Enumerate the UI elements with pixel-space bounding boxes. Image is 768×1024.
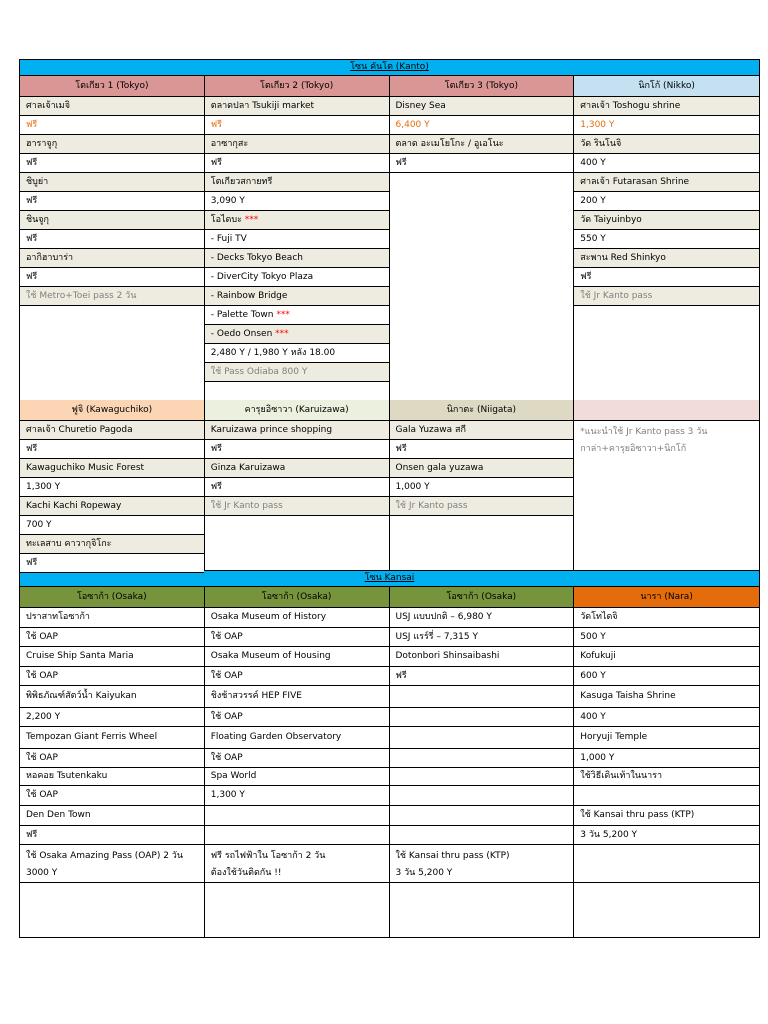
cell-text: ใช้ Pass Odiaba 800 Y (210, 367, 308, 377)
table-cell (205, 727, 389, 749)
table-cell (20, 421, 204, 440)
cell-text: ใช้ OAP (210, 632, 243, 642)
kanto-zone-title: โซน คันโต (Kanto) (19, 59, 760, 76)
cell-text: ฟรี (26, 158, 38, 168)
table-cell (20, 628, 204, 647)
table-cell (20, 686, 204, 708)
cell-text: 600 Y (580, 671, 606, 681)
column-header: โอซาก้า (Osaka) (390, 587, 574, 608)
cell-text: ใช้วิธีเดินเท้าในนารา (580, 771, 663, 781)
cell-text: ฟรี (210, 482, 222, 492)
travel-sheet (19, 59, 760, 938)
cell-text: Karuizawa prince shopping (210, 425, 333, 435)
cell-text: ฟรี (580, 272, 592, 282)
table-cell (20, 154, 204, 173)
table-cell (205, 211, 389, 230)
star-marker: *** (275, 329, 289, 339)
table-cell (205, 608, 389, 628)
cell-text: วัดโทไดจิ (580, 612, 618, 622)
column-header: โตเกียว 1 (Tokyo) (20, 76, 204, 97)
cell-text: หอคอย Tsutenkaku (26, 771, 108, 781)
table-cell (390, 608, 574, 628)
cell-text: Tempozan Giant Ferris Wheel (26, 732, 158, 742)
cell-text: ฟรี (26, 234, 38, 244)
cell-text: Kasuga Taisha Shrine (580, 691, 676, 701)
column-header: ฟูจิ (Kawaguchiko) (20, 400, 204, 421)
cell-text: USJ แบบปกติ – 6,980 Y (395, 612, 492, 622)
table-cell (205, 268, 389, 287)
footer-note (390, 845, 574, 883)
cell-text: 200 Y (580, 196, 606, 206)
cell-text: ใช้ OAP (210, 671, 243, 681)
cell-text: ใช้ Jr Kanto pass (395, 501, 468, 511)
cell-text: วัด Taiyuinbyo (580, 215, 642, 225)
column-header: คารุยอิซาวา (Karuizawa) (205, 400, 389, 421)
table-cell (205, 363, 389, 382)
cell-text: Kofukuji (580, 651, 616, 661)
table-cell (205, 306, 389, 325)
empty-row (574, 883, 759, 938)
table-cell (574, 249, 759, 268)
cell-text: Kawaguchiko Music Forest (26, 463, 145, 473)
table-cell (390, 708, 574, 727)
table-cell (390, 116, 574, 135)
footer-note (574, 845, 759, 883)
cell-text: อาซากุสะ (210, 139, 249, 149)
table-cell (390, 647, 574, 667)
cell-text: ใช้ OAP (26, 790, 58, 800)
table-cell (205, 287, 389, 306)
cell-text: 2,200 Y (26, 712, 61, 722)
cell-text: สะพาน Red Shinkyo (580, 253, 666, 263)
table-cell (205, 440, 389, 459)
footer-note (205, 845, 389, 883)
table-cell (574, 192, 759, 211)
table-cell (390, 459, 574, 478)
cell-text: โอไดบะ (210, 215, 242, 225)
table-cell (574, 786, 759, 806)
table-cell (390, 421, 574, 440)
table-cell (390, 154, 574, 173)
cell-text: ฟรี (395, 158, 407, 168)
table-cell (390, 686, 574, 708)
table-cell (205, 230, 389, 249)
table-cell (20, 667, 204, 686)
cell-text: 400 Y (580, 158, 606, 168)
cell-text: 1,300 Y (580, 120, 615, 130)
table-cell (205, 478, 389, 497)
table-cell (205, 686, 389, 708)
table-cell (390, 667, 574, 686)
table-cell (20, 497, 204, 516)
kanto-column (205, 76, 390, 400)
cell-text: USJ แรร์รี่ – 7,315 Y (395, 632, 478, 642)
table-cell (20, 749, 204, 768)
table-cell (205, 192, 389, 211)
cell-text: - Oedo Onsen (210, 329, 273, 339)
table-cell (205, 421, 389, 440)
cell-text: ทะเลสาบ คาวากุจิโกะ (26, 539, 112, 549)
cell-text: ฟรี (26, 444, 38, 454)
table-cell (574, 97, 759, 116)
cell-text: พิพิธภัณฑ์สัตว์น้ำ Kaiyukan (26, 691, 137, 701)
table-cell (20, 249, 204, 268)
note-line: กาล่า+คารุยอิซาวา+นิกโก้ (580, 444, 687, 454)
table-cell (205, 135, 389, 154)
table-cell (205, 708, 389, 727)
table-cell (574, 135, 759, 154)
table-cell (574, 608, 759, 628)
table-cell (390, 768, 574, 786)
cell-text: Dotonbori Shinsaibashi (395, 651, 500, 661)
cell-text: ชิงช้าสวรรค์ HEP FIVE (210, 691, 302, 701)
cell-text: ปราสาทโอซาก้า (26, 612, 90, 622)
cell-text: 1,000 Y (395, 482, 430, 492)
column-header: โอซาก้า (Osaka) (20, 587, 204, 608)
table-cell (390, 97, 574, 116)
cell-text: 3,090 Y (210, 196, 245, 206)
cell-text: ใช้ OAP (26, 671, 58, 681)
empty-row (390, 883, 574, 938)
footer-line: ใช้ Osaka Amazing Pass (OAP) 2 วัน (26, 851, 183, 861)
note-line: *แนะนำใช้ Jr Kanto pass 3 วัน (580, 427, 708, 437)
kansai-column (205, 587, 390, 938)
cell-text: ฟรี (395, 444, 407, 454)
table-cell (574, 211, 759, 230)
cell-text: ฟรี (210, 444, 222, 454)
cell-text: Den Den Town (26, 810, 91, 820)
cell-text: Kachi Kachi Ropeway (26, 501, 122, 511)
cell-text: ศาลเจ้า Churetio Pagoda (26, 425, 133, 435)
table-cell (20, 786, 204, 806)
footer-line: ใช้ Kansai thru pass (KTP) (395, 851, 510, 861)
table-cell (20, 440, 204, 459)
cell-text: ศาลเจ้า Toshogu shrine (580, 101, 681, 111)
table-cell (205, 459, 389, 478)
footer-line: ฟรี รถไฟฟ้าใน โอซาก้า 2 วัน (210, 851, 326, 861)
cell-text: Osaka Museum of Housing (210, 651, 331, 661)
table-cell (205, 116, 389, 135)
cell-text: ใช้ Kansai thru pass (KTP) (580, 810, 695, 820)
table-cell (205, 826, 389, 845)
cell-text: ฟรี (26, 120, 38, 130)
footer-line: ต้องใช้วันติดกัน !! (210, 868, 282, 878)
table-cell (574, 826, 759, 845)
cell-text: ใช้ OAP (26, 632, 58, 642)
table-cell (390, 135, 574, 154)
kanto-column (390, 400, 575, 570)
table-cell (390, 478, 574, 497)
table-cell (20, 608, 204, 628)
cell-text: ชิบูย่า (26, 177, 49, 187)
kanto-column (20, 76, 205, 400)
table-cell (574, 116, 759, 135)
kansai-zone-title: โซน Kansai (19, 570, 760, 587)
cell-text: ฟรี (395, 671, 407, 681)
table-cell (390, 440, 574, 459)
table-cell (390, 727, 574, 749)
table-cell (20, 708, 204, 727)
cell-text: ใช้ OAP (210, 712, 243, 722)
table-cell (390, 786, 574, 806)
cell-text: - DiverCity Tokyo Plaza (210, 272, 314, 282)
cell-text: ฮาราจูกุ (26, 139, 58, 149)
cell-text: 1,000 Y (580, 753, 615, 763)
empty-row (205, 883, 389, 938)
table-cell (574, 667, 759, 686)
cell-text: 700 Y (26, 520, 52, 530)
table-cell (20, 230, 204, 249)
table-cell (574, 628, 759, 647)
table-cell (20, 826, 204, 845)
column-header: โตเกียว 3 (Tokyo) (390, 76, 574, 97)
table-cell (390, 806, 574, 826)
cell-text: ศาลเจ้าเมจิ (26, 101, 70, 111)
table-cell (20, 768, 204, 786)
table-cell (20, 135, 204, 154)
table-cell (205, 806, 389, 826)
empty-row (20, 883, 204, 938)
table-cell (390, 628, 574, 647)
table-cell (574, 727, 759, 749)
cell-text: ฟรี (26, 196, 38, 206)
table-cell (205, 344, 389, 363)
cell-text: 400 Y (580, 712, 606, 722)
star-marker: *** (244, 215, 259, 225)
kansai-column (20, 587, 205, 938)
cell-text: Ginza Karuizawa (210, 463, 286, 473)
table-cell (20, 806, 204, 826)
cell-text: ใช้ Jr Kanto pass (210, 501, 283, 511)
table-cell (574, 749, 759, 768)
cell-text: Floating Garden Observatory (210, 732, 342, 742)
table-cell (20, 116, 204, 135)
kansai-column (574, 587, 760, 938)
cell-text: ใช้ Jr Kanto pass (580, 291, 653, 301)
table-cell (20, 173, 204, 192)
footer-line: 3000 Y (26, 868, 58, 878)
cell-text: Gala Yuzawa สกี (395, 425, 466, 435)
cell-text: Cruise Ship Santa Maria (26, 651, 134, 661)
table-cell (20, 97, 204, 116)
table-cell (205, 325, 389, 344)
table-cell (574, 768, 759, 786)
table-cell (574, 173, 759, 192)
table-cell (574, 268, 759, 287)
table-cell (574, 154, 759, 173)
table-cell (20, 535, 204, 554)
cell-text: - Fuji TV (210, 234, 247, 244)
cell-text: ฟรี (210, 120, 222, 130)
kansai-column (390, 587, 575, 938)
table-cell (205, 768, 389, 786)
table-cell (20, 478, 204, 497)
kanto-column (390, 76, 575, 400)
table-cell (390, 497, 574, 516)
table-cell (205, 749, 389, 768)
column-header: โตเกียว 2 (Tokyo) (205, 76, 389, 97)
cell-text: Disney Sea (395, 101, 446, 111)
cell-text: ใช้ OAP (210, 753, 243, 763)
table-cell (205, 647, 389, 667)
recommendation-note (574, 421, 759, 461)
cell-text: - Palette Town (210, 310, 274, 320)
cell-text: ศาลเจ้า Futarasan Shrine (580, 177, 690, 187)
table-cell (205, 786, 389, 806)
table-cell (205, 497, 389, 516)
cell-text: Spa World (210, 771, 257, 781)
kanto-column (20, 400, 205, 570)
column-header: นิกโก้ (Nikko) (574, 76, 759, 97)
table-cell (20, 459, 204, 478)
cell-text: ฟรี (26, 830, 38, 840)
table-cell (20, 516, 204, 535)
table-cell (20, 554, 204, 573)
column-header (574, 400, 759, 421)
footer-line: 3 วัน 5,200 Y (395, 868, 453, 878)
kanto-column (205, 400, 390, 570)
table-cell (205, 173, 389, 192)
cell-text: 500 Y (580, 632, 606, 642)
column-header: นิกาตะ (Niigata) (390, 400, 574, 421)
cell-text: - Rainbow Bridge (210, 291, 288, 301)
table-cell (574, 708, 759, 727)
table-cell (205, 628, 389, 647)
kanto-top-grid (19, 76, 760, 400)
cell-text: Horyuji Temple (580, 732, 648, 742)
table-cell (574, 647, 759, 667)
table-cell (20, 727, 204, 749)
cell-text: 1,300 Y (210, 790, 245, 800)
star-marker: *** (276, 310, 290, 320)
table-cell (20, 211, 204, 230)
cell-text: อากิฮาบาร่า (26, 253, 74, 263)
cell-text: ชินจูกุ (26, 215, 49, 225)
cell-text: Onsen gala yuzawa (395, 463, 484, 473)
kanto-column (574, 76, 760, 400)
cell-text: - Decks Tokyo Beach (210, 253, 303, 263)
cell-text: ตลาด อะเมโยโกะ / อูเอโนะ (395, 139, 504, 149)
kansai-grid (19, 587, 760, 938)
table-cell (205, 154, 389, 173)
kanto-bottom-grid (19, 400, 760, 570)
cell-text: ตลาดปลา Tsukiji market (210, 101, 315, 111)
cell-text: ใช้ OAP (26, 753, 58, 763)
cell-text: ฟรี (210, 158, 222, 168)
table-cell (205, 667, 389, 686)
table-cell (20, 647, 204, 667)
table-cell (205, 97, 389, 116)
column-header: โอซาก้า (Osaka) (205, 587, 389, 608)
kanto-column (574, 400, 760, 570)
column-header: นารา (Nara) (574, 587, 759, 608)
cell-text: โตเกียวสกายทรี (210, 177, 273, 187)
table-cell (390, 826, 574, 845)
table-cell (20, 287, 204, 306)
cell-text: 6,400 Y (395, 120, 430, 130)
cell-text: 550 Y (580, 234, 606, 244)
cell-text: ฟรี (26, 558, 38, 568)
cell-text: 1,300 Y (26, 482, 61, 492)
table-cell (574, 230, 759, 249)
cell-text: วัด รินโนจิ (580, 139, 622, 149)
table-cell (574, 287, 759, 306)
table-cell (20, 192, 204, 211)
cell-text: ใช้ Metro+Toei pass 2 วัน (26, 291, 137, 301)
table-cell (574, 806, 759, 826)
table-cell (205, 249, 389, 268)
cell-text: ฟรี (26, 272, 38, 282)
cell-text: 3 วัน 5,200 Y (580, 830, 638, 840)
table-cell (390, 749, 574, 768)
cell-text: Osaka Museum of History (210, 612, 327, 622)
cell-text: 2,480 Y / 1,980 Y หลัง 18.00 (210, 348, 336, 358)
table-cell (574, 686, 759, 708)
footer-note (20, 845, 204, 883)
table-cell (20, 268, 204, 287)
